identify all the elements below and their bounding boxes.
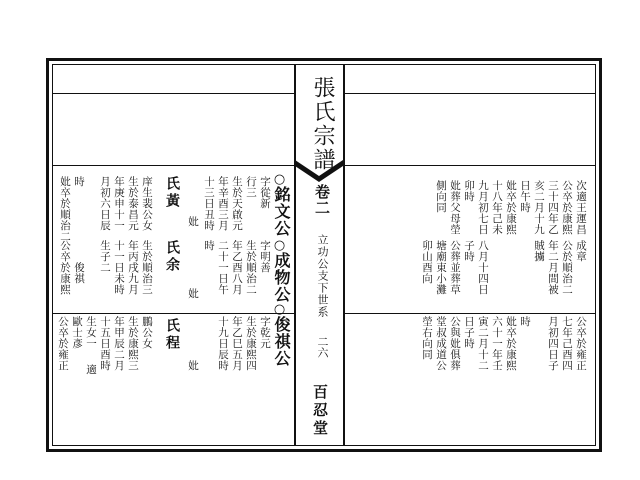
p1-line-3: 年辛酉三月 bbox=[217, 176, 229, 231]
w2-line-3: 十一日未時 bbox=[113, 240, 125, 295]
right-col-23: 七年己酉四 bbox=[561, 316, 573, 371]
right-col-29: 公與妣俱葬 bbox=[449, 316, 461, 371]
fish-tail-mark bbox=[295, 160, 345, 182]
w3-death-3: 公卒於雍正 bbox=[57, 316, 69, 371]
spine-hall: 百忍堂 bbox=[311, 384, 329, 438]
right-gen-line-1 bbox=[344, 165, 596, 166]
p2-line-3: 二十一日午 bbox=[217, 240, 229, 295]
right-col-28: 日子時 bbox=[463, 316, 475, 349]
p2-line-1: 生於順治二 bbox=[245, 240, 257, 295]
right-col-2: 公卒於康熙 bbox=[561, 180, 573, 235]
p2-line-2: 年乙酉八月 bbox=[231, 240, 243, 295]
right-header-line bbox=[344, 93, 596, 94]
right-col-4: 亥二月十九 bbox=[533, 180, 545, 235]
w2-line-2: 年丙戌九月 bbox=[127, 240, 139, 295]
right-col-16: 八月十四日 bbox=[477, 240, 489, 295]
w3-death-1: 生女一 bbox=[85, 316, 97, 349]
right-col-6: 妣卒於康熙 bbox=[505, 180, 517, 235]
w2-line-1: 生於順治三 bbox=[141, 240, 153, 295]
w3-line-3: 年甲辰二月 bbox=[113, 316, 125, 371]
p1-zi: 字從新 bbox=[259, 176, 271, 209]
right-col-12: 成章 bbox=[575, 240, 587, 262]
right-col-25: 妣卒於康熙 bbox=[505, 316, 517, 371]
p1-line-4: 十三日丑時 bbox=[203, 176, 215, 231]
w2-death-1: 俊祺 bbox=[73, 262, 85, 284]
p1-line-2: 生於天啟元 bbox=[231, 176, 243, 231]
right-col-1: 次適王運昌 bbox=[575, 180, 587, 235]
w1-line-1: 庠生裴公女 bbox=[141, 176, 153, 231]
left-gen-line-1 bbox=[52, 165, 295, 166]
right-col-19: 塘廟東小灘 bbox=[435, 240, 447, 295]
w1-line-3: 年庚申十一 bbox=[113, 176, 125, 231]
right-col-18: 公葬並葬草 bbox=[449, 240, 461, 295]
w1-line-4: 月初六日辰 bbox=[99, 176, 111, 231]
right-col-11: 側向同 bbox=[435, 180, 447, 213]
gen-person-2: 成物公 bbox=[272, 252, 291, 303]
gen-marker-2: ○ bbox=[272, 238, 287, 253]
right-col-31: 塋右向同 bbox=[421, 316, 433, 360]
p3-zi: 字乾元 bbox=[259, 316, 271, 349]
w3-label: 氏程 bbox=[164, 318, 180, 352]
right-gen-line-2 bbox=[344, 313, 596, 314]
p1-sheng-label: 妣 bbox=[187, 216, 199, 227]
w2-line-4: 生子二 bbox=[99, 240, 111, 273]
w1-death-2: 妣卒於順治二 bbox=[59, 176, 71, 242]
right-col-13: 公於順治二 bbox=[561, 240, 573, 295]
right-col-22: 公卒於雍正 bbox=[575, 316, 587, 371]
p3-line-3: 十九日辰時 bbox=[217, 316, 229, 371]
gen-person-3: 俊祺公 bbox=[272, 316, 291, 367]
spine-volume: 卷二 bbox=[313, 184, 331, 216]
p3-sheng-label: 妣 bbox=[187, 360, 199, 371]
right-col-14: 年二月間被 bbox=[547, 240, 559, 295]
right-col-10: 妣葬父母塋 bbox=[449, 180, 461, 235]
p2-zi: 字明善 bbox=[259, 240, 271, 273]
right-col-24: 月初四日子 bbox=[547, 316, 559, 371]
w3-extra: 適 bbox=[85, 364, 97, 375]
right-col-30: 堂叔成道公 bbox=[435, 316, 447, 371]
spine-section: 立功公支下世系 bbox=[316, 234, 329, 318]
spine-right-border bbox=[343, 64, 345, 446]
w3-line-1: 鵬公女 bbox=[141, 316, 153, 349]
right-col-8: 九月初七日 bbox=[477, 180, 489, 235]
right-col-20: 卯山酉向 bbox=[421, 240, 433, 284]
spine-left-border bbox=[294, 64, 296, 446]
w3-death-2: 歐士彥 bbox=[71, 316, 83, 349]
w2-label: 氏余 bbox=[164, 240, 180, 274]
right-col-21: 時 bbox=[519, 316, 531, 327]
w1-label: 氏黃 bbox=[164, 176, 180, 210]
p2-sheng-label: 妣 bbox=[187, 288, 199, 299]
right-col-27: 寅二月十二 bbox=[477, 316, 489, 371]
spine-page: 二六 bbox=[316, 336, 329, 358]
spine-title: 張氏宗譜 bbox=[310, 76, 335, 172]
w3-line-4: 十五日酉時 bbox=[99, 316, 111, 371]
p3-line-1: 生於康熙四 bbox=[245, 316, 257, 371]
left-header-line bbox=[52, 93, 295, 94]
gen-marker-3: ○ bbox=[272, 302, 287, 317]
right-col-7: 十八年己未 bbox=[491, 180, 503, 235]
w1-line-2: 生於泰昌元 bbox=[127, 176, 139, 231]
gen-person-1: 銘文公 bbox=[272, 186, 291, 237]
w1-death-1: 時 bbox=[73, 176, 85, 187]
p3-line-2: 年乙巳五月 bbox=[231, 316, 243, 371]
p2-time: 時 bbox=[203, 240, 215, 251]
right-col-5: 日午時 bbox=[519, 180, 531, 213]
right-col-26: 六十一年壬 bbox=[491, 316, 503, 371]
right-col-9: 卯時 bbox=[463, 180, 475, 202]
right-col-17: 子時 bbox=[463, 240, 475, 262]
w3-line-2: 生於康熙三 bbox=[127, 316, 139, 371]
gen-marker-1: ○ bbox=[272, 172, 287, 187]
left-gen-line-2 bbox=[52, 313, 295, 314]
p1-line-1: 行三 bbox=[245, 176, 257, 198]
right-col-3: 三十四年乙 bbox=[547, 180, 559, 235]
right-col-15: 賊擄 bbox=[533, 240, 545, 262]
w2-death-2: 公卒於康熙 bbox=[59, 240, 71, 295]
